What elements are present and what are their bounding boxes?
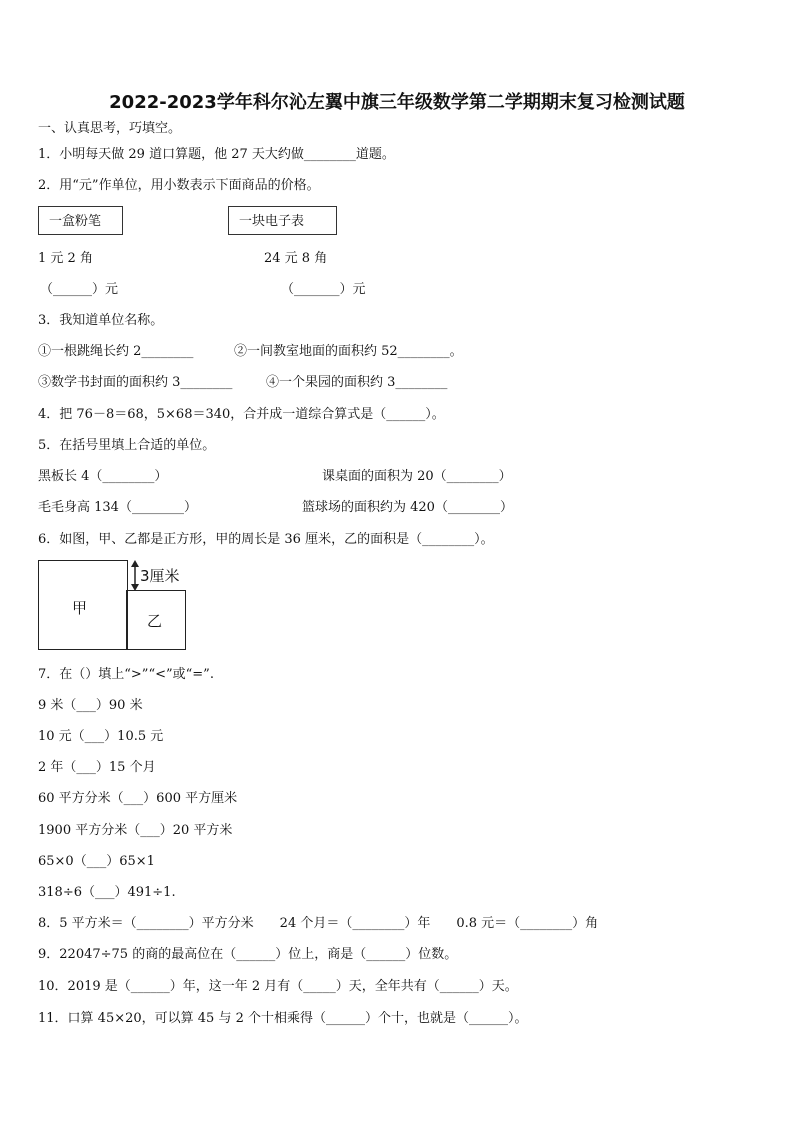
question-3-item-2: ②一间教室地面的面积约 52________。 bbox=[234, 344, 463, 359]
question-5-item-1: 黑板长 4（________） bbox=[38, 469, 168, 484]
chalk-box-label: 一盒粉笔 bbox=[38, 206, 123, 235]
question-5-item-3: 毛毛身高 134（________） bbox=[38, 500, 197, 515]
question-7-item: 318÷6（___）491÷1. bbox=[38, 885, 176, 900]
question-7-item: 10 元（___）10.5 元 bbox=[38, 729, 164, 744]
question-3-item-3: ③数学书封面的面积约 3________ bbox=[38, 375, 233, 390]
dimension-label: 3厘米 bbox=[140, 567, 180, 585]
square-jia-label: 甲 bbox=[72, 599, 88, 617]
page-title: 2022-2023学年科尔沁左翼中旗三年级数学第二学期期末复习检测试题 bbox=[109, 92, 685, 113]
question-11: 11．口算 45×20，可以算 45 与 2 个十相乘得（______）个十，也就是（______）。 bbox=[38, 1011, 528, 1026]
question-10: 10．2019 是（______）年，这一年 2 月有（_____）天，全年共有（______）天。 bbox=[38, 979, 518, 994]
question-7-item: 1900 平方分米（___）20 平方米 bbox=[38, 823, 233, 838]
question-1: 1．小明每天做 29 道口算题，他 27 天大约做________道题。 bbox=[38, 147, 395, 162]
chalk-price: 1 元 2 角 bbox=[38, 251, 93, 266]
square-jia bbox=[38, 560, 128, 650]
question-2: 2．用“元”作单位，用小数表示下面商品的价格。 bbox=[38, 178, 320, 193]
question-7-item: 9 米（___）90 米 bbox=[38, 698, 143, 713]
chalk-answer-blank: （______）元 bbox=[40, 282, 119, 297]
question-8: 8．5 平方米＝（________）平方分米 24 个月＝（________）年 0.8 元＝（________）角 bbox=[38, 916, 599, 931]
question-3: 3．我知道单位名称。 bbox=[38, 313, 164, 328]
question-3-item-4: ④一个果园的面积约 3________ bbox=[266, 375, 448, 390]
question-3-item-1: ①一根跳绳长约 2________ bbox=[38, 344, 194, 359]
question-7: 7．在（）填上“>”“<”或“=”. bbox=[38, 667, 214, 682]
square-yi-label: 乙 bbox=[147, 612, 163, 630]
squares-figure bbox=[38, 560, 198, 652]
question-5-item-4: 篮球场的面积约为 420（________） bbox=[302, 500, 513, 515]
watch-answer-blank: （_______）元 bbox=[281, 282, 366, 297]
square-yi bbox=[126, 590, 186, 650]
question-5-item-2: 课桌面的面积为 20（________） bbox=[322, 469, 512, 484]
watch-price: 24 元 8 角 bbox=[264, 251, 328, 266]
question-4: 4．把 76－8＝68，5×68＝340，合并成一道综合算式是（______）。 bbox=[38, 407, 445, 422]
question-9: 9．22047÷75 的商的最高位在（______）位上，商是（______）位数。 bbox=[38, 947, 458, 962]
question-7-item: 65×0（___）65×1 bbox=[38, 854, 155, 869]
watch-box-label: 一块电子表 bbox=[228, 206, 337, 235]
section-heading: 一、认真思考，巧填空。 bbox=[38, 121, 182, 136]
question-6: 6．如图，甲、乙都是正方形，甲的周长是 36 厘米，乙的面积是（________）。 bbox=[38, 532, 494, 547]
question-5: 5．在括号里填上合适的单位。 bbox=[38, 438, 216, 453]
question-7-item: 60 平方分米（___）600 平方厘米 bbox=[38, 791, 238, 806]
question-7-item: 2 年（___）15 个月 bbox=[38, 760, 156, 775]
